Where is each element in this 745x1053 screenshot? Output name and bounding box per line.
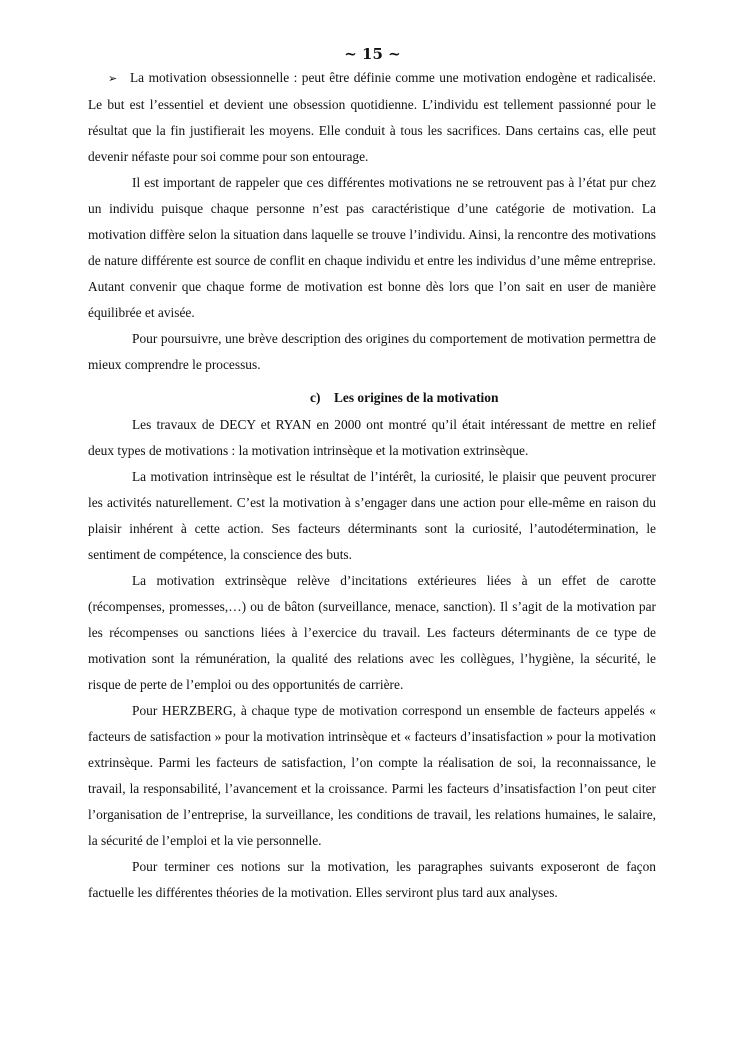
section-title: Les origines de la motivation — [334, 390, 499, 405]
paragraph: Pour terminer ces notions sur la motivation, les paragraphes suivants exposeront de façon factuelle les différentes théories de la motivation. Elles serviront plus tard aux analyses. — [88, 859, 656, 900]
arrow-bullet-icon: ➢ — [108, 73, 118, 85]
paragraph: Pour HERZBERG, à chaque type de motivation correspond un ensemble de facteurs appelés « facteurs de satisfaction » pour la motivation intrinsèque et « facteurs d’insatisfaction » pour la motivation extrinsèque. Parmi les facteurs de satisfaction, l’on compte la réalisation de soi, la reconnaissance, le travail, la responsabilité, l’avancement et la croissance. Parmi les facteurs d’insatisfaction l’on peut citer l’organisation de l’entreprise, la surveillance, les conditions de travail, les relations humaines, le salaire, la sécurité de l’emploi et la vie personnelle. — [88, 703, 656, 848]
bullet-text: La motivation obsessionnelle : peut être définie comme une motivation endogène et radicalisée. Le but est l’essentiel et devient une obsession quotidienne. L’individu est tellement passionné pour le résultat que la fin justifierait les moyens. Elle conduit à tous les sacrifices. Dans certains cas, elle peut devenir néfaste pour soi comme pour son entourage. — [88, 70, 656, 164]
paragraph: Les travaux de DECY et RYAN en 2000 ont montré qu’il était intéressant de mettre en relief deux types de motivations : la motivation intrinsèque et la motivation extrinsèque. — [88, 417, 656, 458]
paragraph: Il est important de rappeler que ces différentes motivations ne se retrouvent pas à l’état pur chez un individu puisque chaque personne n’est pas caractéristique d’une catégorie de motivation. La motivation diffère selon la situation dans laquelle se trouve l’individu. Ainsi, la rencontre des motivations de nature différente est source de conflit en chaque individu et entre les individus d’une même entreprise. Autant convenir que chaque forme de motivation est bonne dès lors que l’on sait en user de manière équilibrée et avisée. — [88, 175, 656, 320]
paragraph: Pour poursuivre, une brève description des origines du comportement de motivation permettra de mieux comprendre le processus. — [88, 331, 656, 372]
bullet-paragraph — [88, 65, 656, 170]
paragraph: La motivation intrinsèque est le résultat de l’intérêt, la curiosité, le plaisir que peuvent procurer les activités naturellement. C’est la motivation à s’engager dans une action pour elle-même en raison du plaisir inhérent à cette action. Ses facteurs déterminants sont la curiosité, l’autodétermination, le sentiment de compétence, la conscience des buts. — [88, 469, 656, 562]
section-heading — [88, 386, 656, 410]
section-letter: c) — [310, 390, 321, 405]
page-body — [88, 65, 656, 906]
page-number: ~ 15 ~ — [344, 45, 401, 63]
paragraph: La motivation extrinsèque relève d’incitations extérieures liées à un effet de carotte (récompenses, promesses,…) ou de bâton (surveillance, menace, sanction). Il s’agit de la motivation par les récompenses ou sanctions liées à l’exercice du travail. Les facteurs déterminants de ce type de motivation sont la rémunération, la qualité des relations avec les collègues, l’hygiène, la sécurité, le risque de perte de l’emploi ou des opportunités de carrière. — [88, 573, 656, 692]
